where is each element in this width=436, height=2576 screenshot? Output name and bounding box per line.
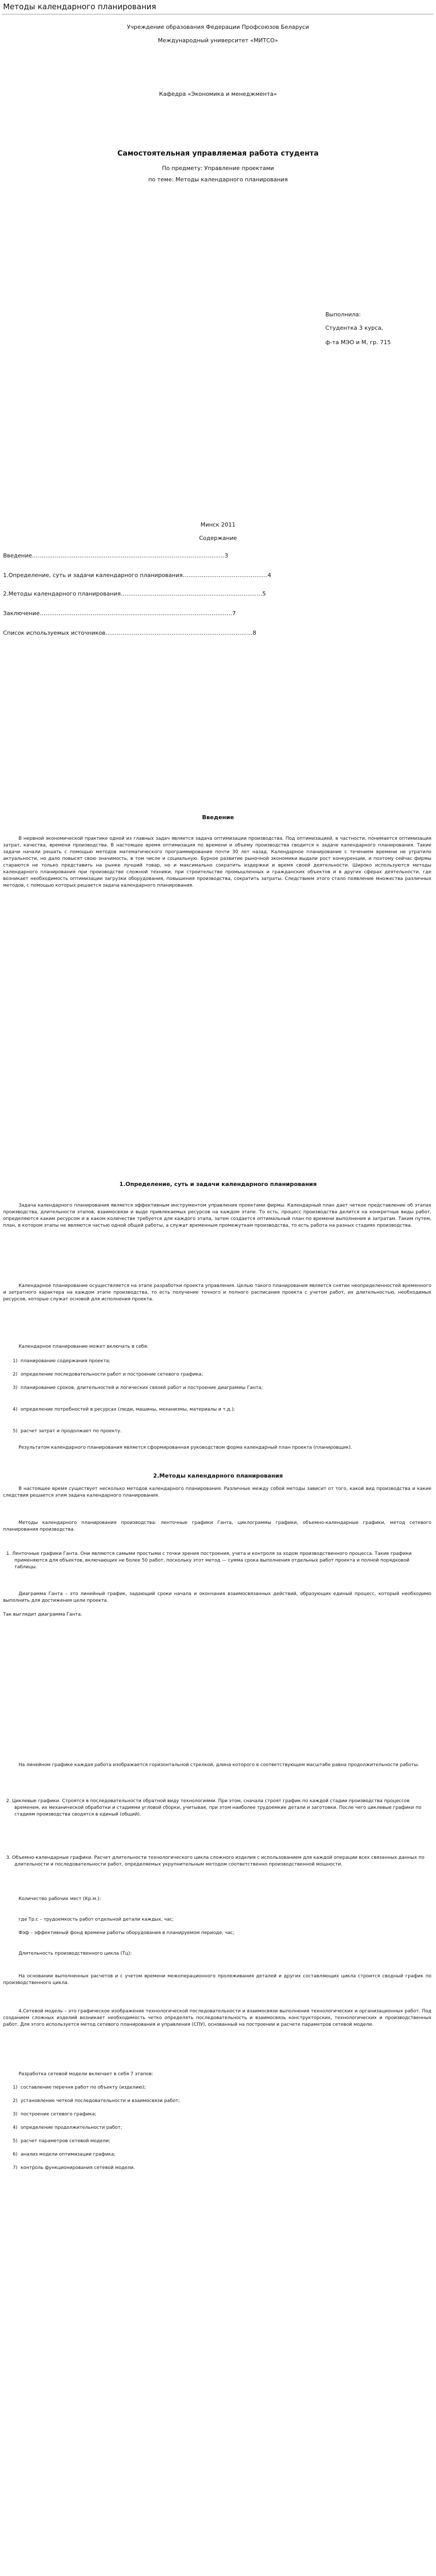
toc-item: 2.Методы календарного планирования…………………………………………………………………5 <box>3 590 266 597</box>
toc-title: Содержание <box>199 535 237 541</box>
stage-item: 1) составление перечня работ по объекту (изделию); <box>12 2085 146 2090</box>
stage-item: 2) установление четкой последовательности и взаимосвязи работ; <box>12 2098 180 2104</box>
stage-item: 7) контроль функционирования сетевой модели. <box>12 2165 135 2171</box>
formula-note: Фэф – эффективный фонд времени работы оборудования в планируемом периоде, час; <box>19 1930 235 1936</box>
method-item: 1. Ленточные графики Ганта. Они являются самыми простыми с точки зрения построения, учета и контроля за ходом производственного процесса. Такие графики применяются для объектов, включающих не более 50 работ, поскольку этот метод — сумма срока выполнения отдельных работ проекта и полной порядковой таблицы. <box>6 1551 412 1570</box>
gantt-description: На линейном графике каждая работа изображается горизонтальной стрелкой, длина которого в соответствующем масштабе равна продолжительности работы. <box>19 1762 420 1768</box>
task-item: 1) планирование содержания проекта; <box>12 1359 111 1364</box>
gantt-example-caption: Так выглядит диаграмма Ганта. <box>3 1612 82 1617</box>
department-line: Кафедра «Экономика и менеджмента» <box>159 91 277 97</box>
stage-item: 5) расчет параметров сетевой модели; <box>12 2139 111 2144</box>
workplaces-label: Количество рабочих мест (Кр.м.): <box>19 1896 101 1902</box>
city-year: Минск 2011 <box>200 521 236 528</box>
section1-heading: 1.Определение, суть и задачи календарного планирования <box>119 1181 317 1188</box>
document-title: Методы календарного планирования <box>3 2 156 11</box>
section2-paragraph: Методы календарного планирования производства: ленточные графики Ганта, циклограммы графики, объемно-календарные графики, метод сетевого планирования производства. <box>3 1520 431 1532</box>
toc-item: 1.Определение, суть и задачи календарного планирования………………………………………4 <box>3 572 271 579</box>
section2-paragraph: В настоящее время существует несколько методов календарного планирования. Различные между собой методы зависит от того, какой вид производства и какие следствия решается этим задача календарного планирования. <box>3 1486 431 1498</box>
method-item: 3. Объемно-календарные графики. Расчет длительности технологического цикла сложного изделия с использованием для каждой операции всех связанных данных по длительности и последовательности работ, определяемых укрупнительным методом соответственно производственной мощности. <box>6 1855 425 1867</box>
section1-conclusion: Результатом календарного планирования является сформированная руководством форма календарный план проекта (планировщик). <box>19 1445 352 1450</box>
topic-line: по теме: Методы календарного планирования <box>148 176 288 183</box>
stage-item: 4) определение продолжительности работ; <box>12 2125 123 2130</box>
section2-paragraph: На основании выполненных расчетов и с учетом времени межоперационного пролеживания деталей и других составляющих цикла строится сводный график по производственного цикла. <box>3 1974 431 1986</box>
stage-item: 6) анализ модели оптимизации графика; <box>12 2152 116 2157</box>
ministry-line: Учреждение образования Федерации Профсоюзов Беларуси <box>127 24 309 30</box>
section1-paragraph: Задача календарного планирования является эффективным инструментом управления проектами фирмы. Календарный план дает четкое представление об этапах производства, длительности этапов, взаимосвязи и выде привлекаемых ресурсов на каждом этапе. То есть, процесс производства делится на конкретные виды работ, определяются каким ресурсом и в каком количестве требуется для каждого этапа, затем создается оптимальный план по времени выполнения и затратам. Таким путем, план, в котором этапы не являются частью одной общей работы, а служат временным промежуткам производства, то есть работа на разных стадиях производства. <box>3 1203 431 1228</box>
author-course: Студентка 3 курса, <box>325 325 383 331</box>
task-item: 5) расчет затрат и продолжает по проекту. <box>12 1429 122 1434</box>
subject-line: По предмету: Управление проектами <box>162 165 274 172</box>
toc-item: Список используемых источников……………………………………………………………………8 <box>3 630 256 636</box>
stages-intro: Разработка сетевой модели включает в себя 7 этапов: <box>19 2072 153 2077</box>
intro-paragraph: В нервной экономической практике одной из главных задач является задача оптимизации производства. Под оптимизацией, в частности, понимается оптимизация затрат, качества, времени производства. В настоящее время оптимизация по времени и объему производства сводится к задаче календарного планирования. Такие задачи начали решать с помощью методов математического программирования почти 30 лет назад. Календарное планирование с течением времени не утратило актуальности, но дало повысят свою значимость, в том числе и социальную. Бурное развитие рыночной экономики выдали рост конкуренции, и поэтому сейчас фирмы стараются не только представить на рынке лучший товар, но и максимально сократить издержки и время своей деятельности. Широко используются методы календарного планирования при производстве сложной техники, при строительстве промышленных и гражданских объектов и в других сферах деятельности, где возникает необходимость оптимизации загрузки оборудования, повышения производства, сократить затраты. Следствием этого стало появление множества различных методов, с помощью которых решается задача календарного планирования. <box>3 836 431 888</box>
toc-item: Заключение…………………………………………………………………………………………7 <box>3 610 236 617</box>
stage-item: 3) построение сетевого графика; <box>12 2112 97 2117</box>
formula-note: Длительность производственного цикла (Тц): <box>19 1951 132 1956</box>
author-label: Выполнила: <box>325 311 361 318</box>
work-title: Самостоятельная управляемая работа студента <box>117 149 319 158</box>
tasks-intro: Календарное планирование может включать в себя: <box>19 1344 149 1349</box>
toc-item: Введение…………………………………………………………………………………………3 <box>3 552 229 559</box>
task-item: 3) планирование сроков, длительностей и логических связей работ и построение диаграммы Ганта; <box>12 1385 263 1391</box>
task-item: 2) определение последовательности работ и построение сетевого графика; <box>12 1372 203 1377</box>
gantt-definition: Диаграмма Ганта – это линейный график, задающий сроки начала и окончания взаимосвязанных действий, образующих единый процесс, который необходимо выполнить для достижения цели проекта. <box>3 1591 431 1603</box>
intro-heading: Введение <box>202 814 234 821</box>
section1-paragraph: Календарное планирование осуществляется на этапе разработки проекта управления. Целью такого планирования является снятие неопределенностей временного и затратного характера на каждом этапе производства, то есть получение точного и полного расписания проекта с учетом работ, их длительностью, необходимых ресурсов, которые служат основой для исполнения проекта. <box>3 1283 431 1302</box>
author-faculty: ф-та МЭО и М, гр. 715 <box>325 339 391 346</box>
section2-heading: 2.Методы календарного планирования <box>153 1472 283 1479</box>
task-item: 4) определение потребностей в ресурсах (люди, машины, механизмы, материалы и т.д.); <box>12 1407 235 1412</box>
method-item: 4.Сетевой модель – это графическое изображение технологической последовательности и взаимосвязи выполнения технологических и организационных работ. Под созданием сложных изделий возникает необходимость четко определять последовательность и взаимосвязь конструкторских, технологических и производственных работ. Для этого используется метод сетевого планирования и управления (СПУ), основанный на построении и расчете параметров сетевой модели. <box>3 2009 431 2027</box>
university-line: Международный университет «МИТСО» <box>158 37 278 44</box>
method-item: 2. Циклевые графики. Строятся в последовательности обратной виду технологиями. При этом, сначала строят график по каждой стадии производства процессов временем, их механической обработки и стадиями угловой сборки, учитывая, при этом наиболее трудоемкие детали и заготовки. После чего циклевые графики по стадиям производства сводятся в единый (общий). <box>6 1799 422 1817</box>
formula-note: где Тр.с – трудоемкость работ отдельной детали каждых, час; <box>19 1917 174 1922</box>
